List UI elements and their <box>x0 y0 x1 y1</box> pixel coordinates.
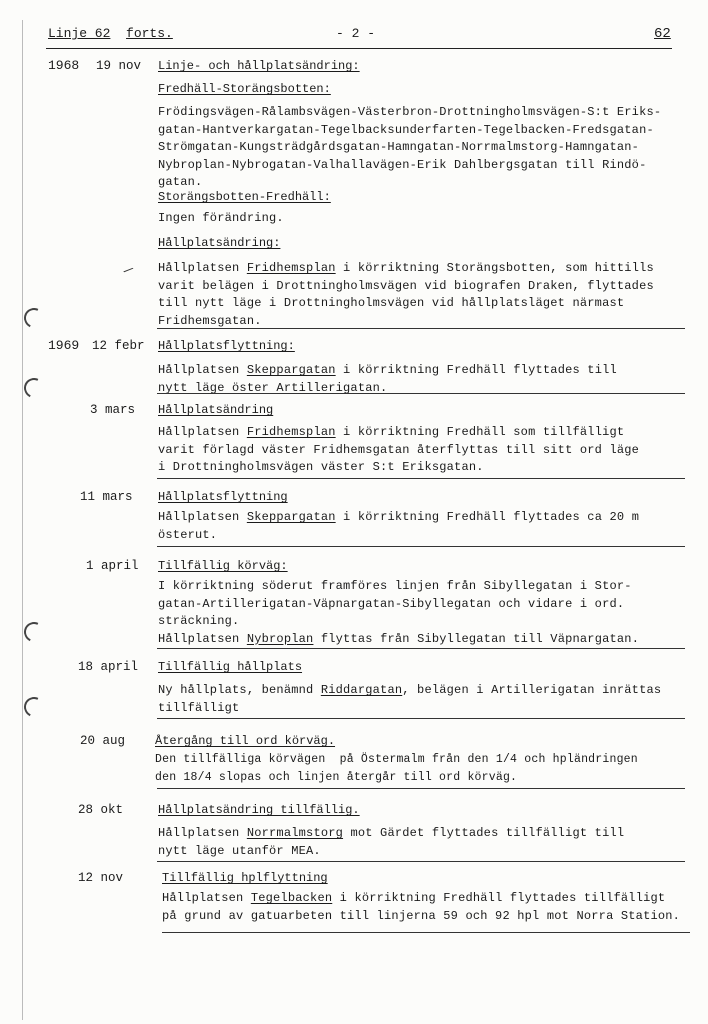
text-segment: , belägen i Artillerigatan inrättas tillfälligt <box>158 683 662 715</box>
entry-text <box>158 825 698 860</box>
line-number: 62 <box>654 26 671 42</box>
entry-date: 18 april <box>78 660 139 674</box>
entry-heading: Hållplatsändring <box>158 403 274 417</box>
entry-subheading: Hållplatsändring: <box>158 236 281 250</box>
text-segment: Hållplatsen <box>158 425 247 439</box>
text-segment: i körriktning Fredhäll flyttades tillfälligt på grund av gatuarbeten till linjerna 59 och 92 hpl mot Norra Station. <box>162 891 681 923</box>
text-segment: Hållplatsen <box>158 261 247 275</box>
text-segment: i körriktning Storängsbotten, som hittills varit belägen i Drottningholmsvägen vid biografen Draken, flyttades till nytt läge i Drottningholmsvägen vid hållplatsläget närmast Fridhemsgatan. <box>158 261 654 328</box>
binder-hole-icon <box>21 619 47 645</box>
entry-subheading: Fredhäll-Storängsbotten: <box>158 82 331 96</box>
entry-heading: Hållplatsflyttning <box>158 490 288 504</box>
text-segment: I körriktning söderut framföres linjen från Sibyllegatan i Stor- gatan-Artillerigatan-Väpnargatan-Sibyllegatan och vidare i ord. sträckning. Hållplatsen <box>158 579 632 646</box>
line-name: Linje 62 <box>48 26 111 41</box>
entry-subheading: Storängsbotten-Fredhäll: <box>158 190 331 204</box>
page-number: - 2 - <box>336 26 376 41</box>
text-segment: Hållplatsen <box>158 363 247 377</box>
text-segment: mot Gärdet flyttades tillfälligt till nytt läge utanför MEA. <box>158 826 625 858</box>
text-segment: flyttas från Sibyllegatan till Väpnargatan. <box>313 631 640 646</box>
entry-date: 11 mars <box>80 490 133 504</box>
entry-date: 19 nov <box>96 59 142 73</box>
entry-heading: Tillfällig hållplats <box>158 660 303 674</box>
entry-date: 3 mars <box>90 403 136 417</box>
entry-date: 28 okt <box>78 803 124 817</box>
entry-divider <box>162 932 690 933</box>
text-segment: Hållplatsen <box>158 826 247 840</box>
entry-date: 20 aug <box>80 734 126 748</box>
entry-text <box>162 890 702 925</box>
stop-name: Norrmalmstorg <box>246 826 344 840</box>
entry-divider <box>157 478 685 479</box>
stop-name: Skeppargatan <box>246 510 336 524</box>
continued-label: forts. <box>126 26 173 41</box>
entry-divider <box>157 393 685 394</box>
entry-heading: Tillfällig hplflyttning <box>162 871 328 885</box>
entry-text <box>158 424 698 477</box>
binder-edge <box>22 20 23 1020</box>
entry-date: 12 febr <box>92 339 145 353</box>
binder-hole-icon <box>21 375 47 401</box>
entry-text <box>158 682 698 717</box>
entry-divider <box>157 861 685 862</box>
entry-text <box>158 509 698 544</box>
entry-text <box>158 362 698 397</box>
text-segment: i körriktning Fredhäll flyttades ca 20 m österut. <box>158 510 640 542</box>
entry-text: Den tillfälliga körvägen på Östermalm från den 1/4 och hpländringen den 18/4 slopas och linjen återgår till ord körväg. <box>155 753 638 784</box>
stop-name: Skeppargatan <box>246 363 336 377</box>
entry-year: 1969 <box>48 338 80 353</box>
binder-hole-icon <box>21 305 47 331</box>
entry-text <box>158 260 698 330</box>
entry-divider <box>157 328 685 329</box>
stop-name: Riddargatan <box>320 683 403 697</box>
text-segment: Hållplatsen <box>158 510 247 524</box>
entry-heading: Linje- och hållplatsändring: <box>158 59 360 73</box>
text-segment: i körriktning Fredhäll flyttades till <box>335 363 617 377</box>
entry-heading: Hållplatsflyttning: <box>158 339 295 353</box>
header-divider <box>46 48 672 49</box>
entry-divider <box>157 546 685 547</box>
entry-heading: Återgång till ord körväg. <box>155 734 336 748</box>
stop-name: Fridhemsplan <box>246 261 336 275</box>
entry-year: 1968 <box>48 58 80 73</box>
entry-divider <box>157 648 685 649</box>
entry-text <box>158 578 698 648</box>
entry-text: Frödingsvägen-Rålambsvägen-Västerbron-Drottningholmsvägen-S:t Eriks- gatan-Hantverkargatan-Tegelbacksunderfarten-Tegelbacken-Fredsgatan- Strömgatan-Kungsträdgårdsgatan-Hamngatan-Norrmalmstorg-Hamngatan- Nybroplan-Nybrogatan-Valhallavägen-Erik Dahlbergsgatan till Rindö- gatan. <box>158 105 662 189</box>
text-segment: Ny hållplats, benämnd <box>158 683 321 697</box>
stop-name: Nybroplan <box>246 631 314 646</box>
entry-heading: Tillfällig körväg: <box>158 559 288 573</box>
binder-hole-icon <box>21 694 47 720</box>
entry-date: 1 april <box>86 559 139 573</box>
entry-text: Ingen förändring. <box>158 211 284 225</box>
entry-date: 12 nov <box>78 871 124 885</box>
document-title <box>48 26 173 41</box>
text-segment: nytt läge öster Artillerigatan. <box>158 380 388 395</box>
pen-mark-icon: / <box>120 263 135 279</box>
stop-name: Fridhemsplan <box>246 425 336 439</box>
text-segment: Hållplatsen <box>162 891 251 905</box>
stop-name: Tegelbacken <box>250 891 333 905</box>
entry-divider <box>157 788 685 789</box>
text-segment: i körriktning Fredhäll som tillfälligt varit förlagd väster Fridhemsgatan återflyttas till sitt ord läge i Drottningholmsvägen väster S:t Eriksgatan. <box>158 425 640 474</box>
entry-heading: Hållplatsändring tillfällig. <box>158 803 360 817</box>
entry-divider <box>157 718 685 719</box>
